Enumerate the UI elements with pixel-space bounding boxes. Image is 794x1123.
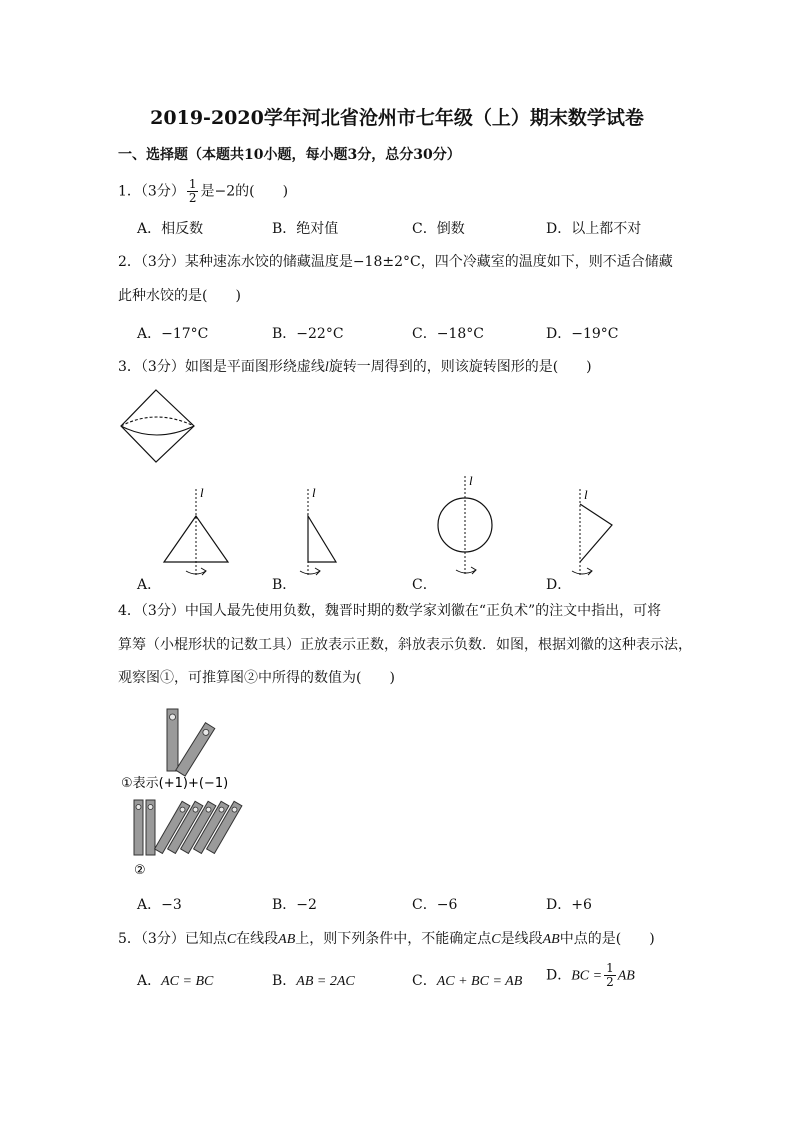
q2-option-c[interactable]: C．−18°C <box>412 326 484 342</box>
option-c-axis-label: l <box>469 473 473 488</box>
question-2-line-1: 2．（3分）某种速冻水饺的储藏温度是−18±2°C，四个冷藏室的温度如下，则不适合储藏 <box>118 254 673 270</box>
q1-option-d[interactable]: D．以上都不对 <box>546 221 642 237</box>
question-3-stem <box>118 357 592 378</box>
axis-variable: l <box>324 360 329 375</box>
q2-option-b[interactable]: B．−22°C <box>272 326 344 342</box>
fraction-half <box>187 178 199 205</box>
question-5-suffix: 中点的是( ) <box>559 931 655 947</box>
question-1-stem <box>118 178 288 205</box>
segment-ab: AB <box>278 932 296 947</box>
q5-option-a[interactable] <box>137 970 213 990</box>
question-5-text: 上，则下列条件中，不能确定点 <box>295 931 492 947</box>
q1-option-b[interactable]: B．绝对值 <box>272 221 339 237</box>
option-expression: AB <box>617 968 635 984</box>
point-c: C <box>226 932 237 947</box>
q4-option-d[interactable]: D．+6 <box>546 897 592 913</box>
fraction-denominator: 2 <box>188 191 197 205</box>
q5-option-b[interactable] <box>272 970 355 990</box>
question-5-text: 是线段 <box>500 931 543 947</box>
question-1-suffix: 是−2的( ) <box>200 183 289 200</box>
option-letter: B． <box>272 973 297 989</box>
option-a-triangle-figure[interactable] <box>160 485 232 580</box>
page-title: 2019-2020学年河北省沧州市七年级（上）期末数学试卷 <box>150 107 644 129</box>
question-3-prefix: 3．（3分）如图是平面图形绕虚线 <box>118 359 325 375</box>
option-expression: AC + BC = AB <box>436 974 523 989</box>
option-expression: BC = <box>571 968 603 984</box>
upright-rod <box>134 800 143 855</box>
question-1-prefix: 1．（3分） <box>118 183 185 200</box>
slanted-rod <box>176 723 215 776</box>
point-c: C <box>491 932 501 947</box>
q4-option-c[interactable]: C．−6 <box>412 897 458 913</box>
figure-1-label: ①表示(+1)+(−1) <box>121 776 229 791</box>
q2-option-d[interactable]: D．−19°C <box>546 326 619 342</box>
question-4-line-3: 观察图①，可推算图②中所得的数值为( ) <box>118 670 395 686</box>
question-5-stem <box>118 929 655 950</box>
fraction-numerator: 1 <box>188 177 197 191</box>
segment-ab: AB <box>542 932 560 947</box>
figure-2-label: ② <box>134 863 146 878</box>
q4-option-b[interactable]: B．−2 <box>272 897 317 913</box>
counting-rods-figure <box>118 705 258 877</box>
option-expression: AB = 2AC <box>296 974 355 989</box>
option-b-right-triangle-figure[interactable] <box>296 485 346 580</box>
q3-option-b[interactable]: B． <box>272 577 297 593</box>
q3-option-d[interactable]: D． <box>546 577 572 593</box>
option-c-circle-figure[interactable] <box>432 472 502 580</box>
question-3-suffix: 旋转一周得到的，则该旋转图形的是( ) <box>328 359 592 375</box>
question-4-line-2: 算筹（小棍形状的记数工具）正放表示正数，斜放表示负数．如图，根据刘徽的这种表示法， <box>118 637 692 653</box>
question-2-line-2: 此种水饺的是( ) <box>118 288 241 304</box>
option-letter: C． <box>412 973 437 989</box>
q2-option-a[interactable]: A．−17°C <box>137 326 209 342</box>
option-expression: AC = BC <box>161 974 214 989</box>
q1-option-a[interactable]: A．相反数 <box>137 221 204 237</box>
upright-rod <box>167 709 178 771</box>
q5-option-c[interactable] <box>412 970 522 990</box>
upright-rod <box>146 800 155 855</box>
q3-option-c[interactable]: C． <box>412 577 437 593</box>
option-a-axis-label: l <box>200 485 204 500</box>
q3-option-a[interactable]: A． <box>137 577 162 593</box>
option-d-axis-label: l <box>584 487 588 502</box>
q4-option-a[interactable]: A．−3 <box>137 897 182 913</box>
fraction-numerator: 1 <box>606 961 614 975</box>
option-d-angle-figure[interactable] <box>566 485 626 580</box>
option-letter: D． <box>546 967 572 984</box>
option-letter: A． <box>137 973 162 989</box>
question-5-text: 在线段 <box>236 931 279 947</box>
q1-option-c[interactable]: C．倒数 <box>412 221 465 237</box>
question-4-line-1: 4．（3分）中国人最先使用负数，魏晋时期的数学家刘徽在“正负术”的注文中指出，可将 <box>118 603 662 619</box>
option-b-axis-label: l <box>312 485 316 500</box>
fraction-denominator: 2 <box>606 975 614 989</box>
double-cone-figure <box>118 388 198 464</box>
section-heading: 一、选择题（本题共10小题，每小题3分，总分30分） <box>118 147 461 163</box>
fraction-half <box>604 962 616 989</box>
q5-option-d[interactable] <box>546 962 635 989</box>
question-5-prefix: 5．（3分）已知点 <box>118 931 227 947</box>
